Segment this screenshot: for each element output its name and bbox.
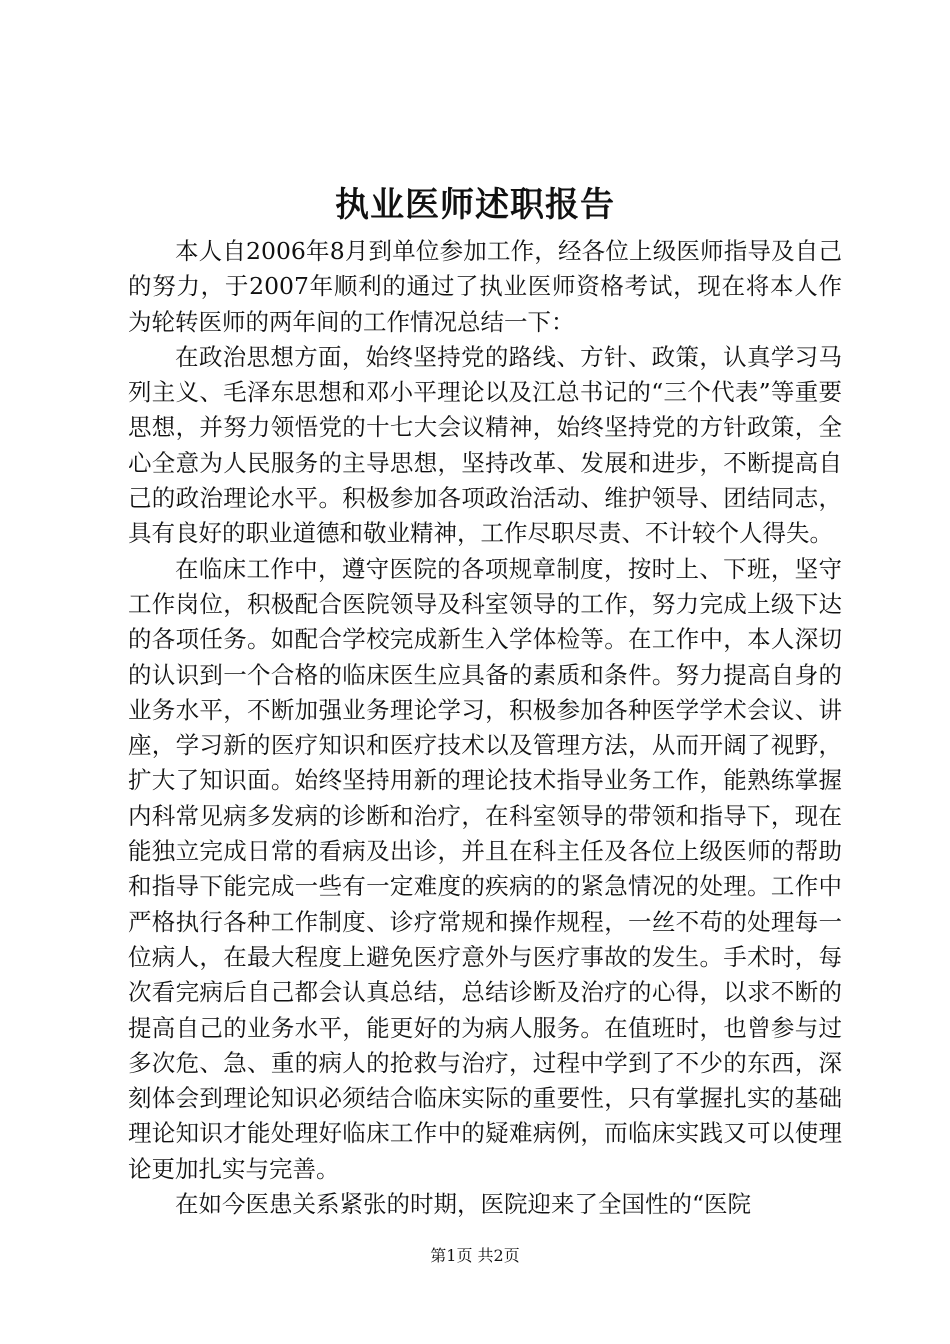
paragraph-doctor-patient: 在如今医患关系紧张的时期，医院迎来了全国性的“医院 (175, 1190, 752, 1219)
paragraph-clinical: 在临床工作中，遵守医院的各项规章制度，按时上、下班，坚守工作岗位，积极配合医院领导及科室领导的工作，努力完成上级下达的各项任务。如配合学校完成新生入学体检等。在工作中，本人深切的认识到一个合格的临床医生应具备的素质和条件。努力提高自身的业务水平，不断加强业务理论学习，积极参加各种医学学术会议、讲座，学习新的医疗知识和医疗技术以及管理方法，从而开阔了视野，扩大了知识面。始终坚持用新的理论技术指导业务工作，能熟练掌握内科常见病多发病的诊断和治疗，在科室领导的带领和指导下，现在能独立完成日常的看病及出诊，并且在科主任及各位上级医师的帮助和指导下能完成一些有一定难度的疾病的的紧急情况的处理。工作中严格执行各种工作制度、诊疗常规和操作规程，一丝不苟的处理每一位病人，在最大程度上避免医疗意外与医疗事故的发生。手术时，每次看完病后自己都会认真总结，总结诊断及治疗的心得，以求不断的提高自己的业务水平，能更好的为病人服务。在值班时，也曾参与过多次危、急、重的病人的抢救与治疗，过程中学到了不少的东西，深刻体会到理论知识必须结合临床实际的重要性，只有掌握扎实的基础理论知识才能处理好临床工作中的疑难病例，而临床实践又可以使理论更加扎实与完善。 (128, 554, 842, 1183)
paragraph-political: 在政治思想方面，始终坚持党的路线、方针、政策，认真学习马列主义、毛泽东思想和邓小平理论以及江总书记的“三个代表”等重要思想，并努力领悟党的十七大会议精神，始终坚持党的方针政策，全心全意为人民服务的主导思想，坚持改革、发展和进步，不断提高自己的政治理论水平。积极参加各项政治活动、维护领导、团结同志，具有良好的职业道德和敬业精神，工作尽职尽责、不计较个人得失。 (128, 342, 842, 548)
document-body (128, 234, 842, 1222)
paragraph-intro: 本人自2006年8月到单位参加工作，经各位上级医师指导及自己的努力，于2007年顺利的通过了执业医师资格考试，现在将本人作为轮转医师的两年间的工作情况总结一下： (128, 237, 842, 336)
document-title: 执业医师述职报告 (335, 185, 615, 225)
page-footer: 第1页 共2页 (430, 1246, 520, 1265)
